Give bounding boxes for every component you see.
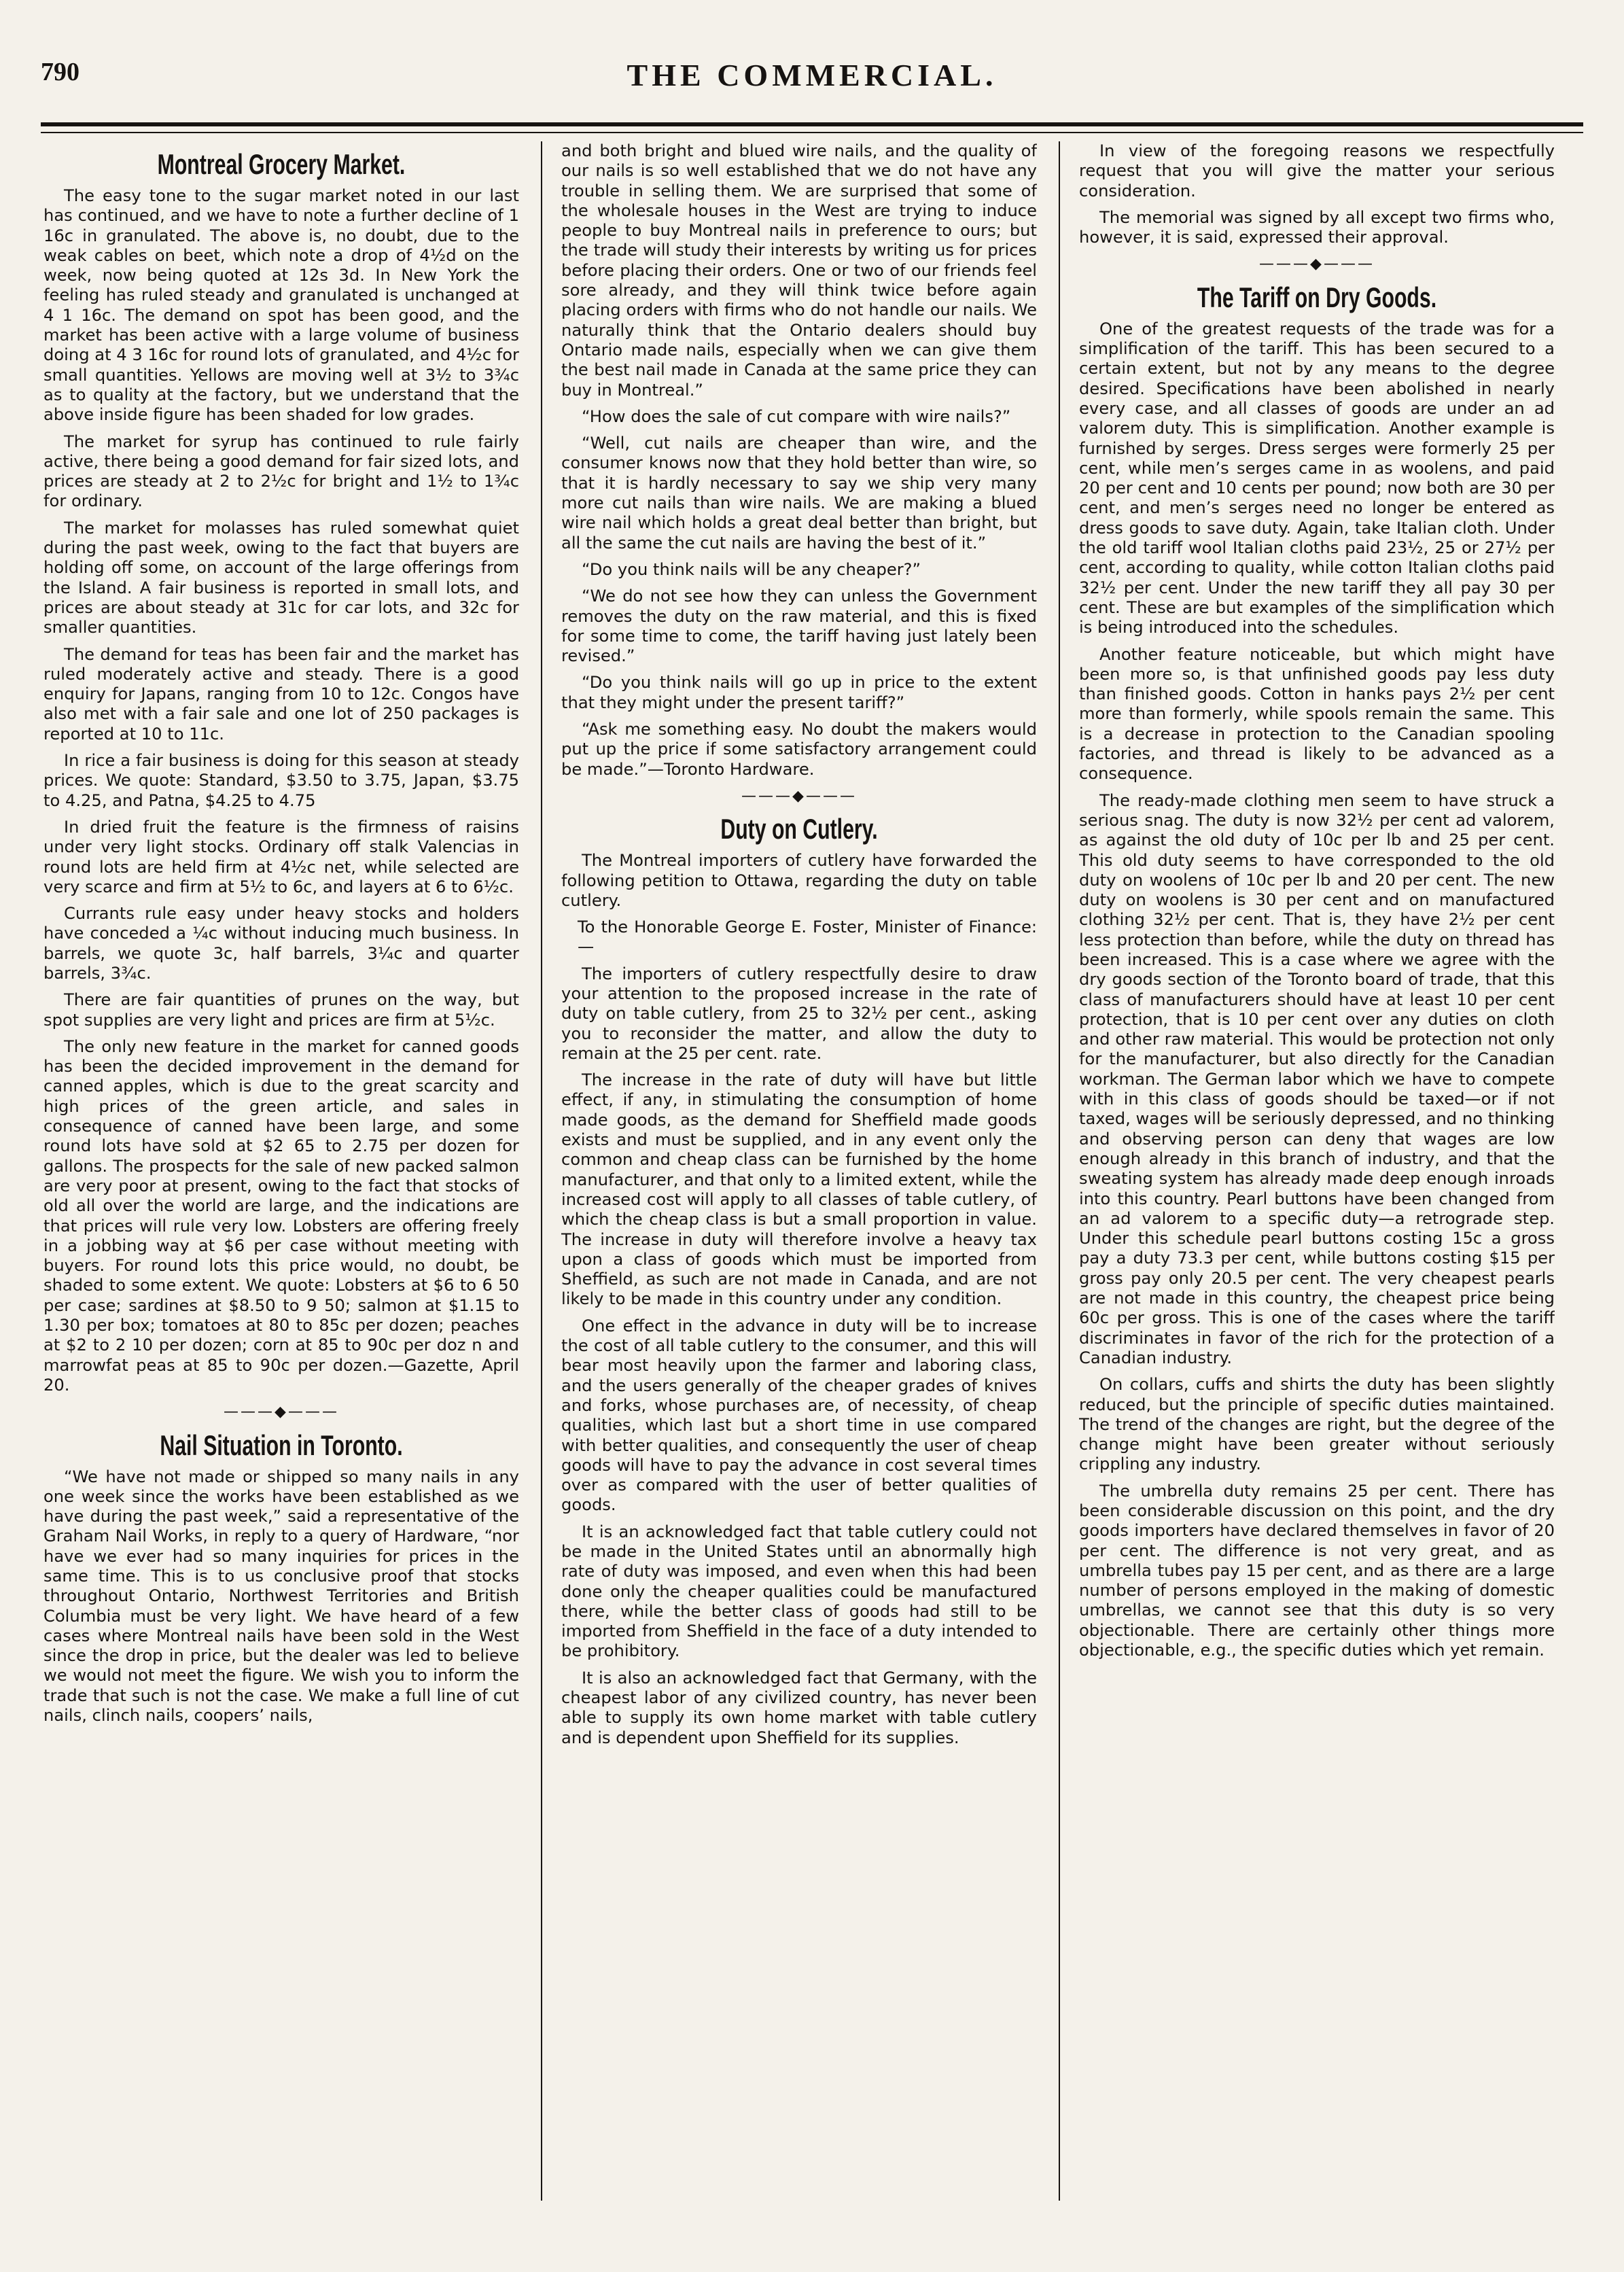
article-paragraph: In view of the foregoing reasons we respectfully request that you will give the matter your serious consideration. xyxy=(1079,141,1555,200)
article-nail-situation-continued xyxy=(561,141,1037,780)
header-rule-thin xyxy=(41,132,1583,133)
article-nail-situation xyxy=(43,1429,519,1726)
article-paragraph: The market for molasses has ruled somewhat quiet during the past week, owing to the fact that buyers are holding off some, on account of the large offerings from the Island. A fair business is reported in small lots, and prices are about steady at 31c for car lots, and 32c for smaller quantities. xyxy=(43,518,519,637)
article-paragraph: “Ask me something easy. No doubt the makers would put up the price if some satisfactory arrangement could be made.”—Toronto Hardware. xyxy=(561,720,1037,779)
article-paragraph: “Do you think nails will go up in price to the extent that they might under the present tariff?” xyxy=(561,673,1037,712)
article-paragraph: It is an acknowledged fact that table cutlery could not be made in the United States until an abnormally high rate of duty was imposed, and even when this had been done only the cheaper qualities could be manufactured there, while the better class of goods had still to be imported from Sheffield in the face of a duty intended to be prohibitory. xyxy=(561,1522,1037,1661)
article-paragraph: “How does the sale of cut compare with wire nails?” xyxy=(582,406,1011,426)
article-duty-on-cutlery xyxy=(561,813,1037,1748)
column-separator xyxy=(1059,141,1060,2201)
article-paragraph: It is also an acknowledged fact that Germany, with the cheapest labor of any civilized country, has never been able to supply its own home market with table cutlery and is dependent upon Sheffield for its supplies. xyxy=(561,1668,1037,1747)
section-divider: ———◆——— xyxy=(1259,256,1375,273)
article-paragraph: There are fair quantities of prunes on the way, but spot supplies are very light and prices are firm at 5½c. xyxy=(43,990,519,1030)
header-rule-thick xyxy=(41,122,1583,126)
article-paragraph: The only new feature in the market for canned goods has been the decided improvement in the demand for canned apples, which is due to the great scarcity and high prices of the green article, and sales in consequence of canned have been large, and some round lots have sold at $2 65 to 2.75 per dozen for gallons. The prospects for the sale of new packed salmon are very poor at present, owing to the fact that stocks of old all over the world are large, and the indications are that prices will rule very low. Lobsters are offering freely in a jobbing way at $6 per case without meeting with buyers. For round lots this price would, no doubt, be shaded to some extent. We quote: Lobsters at $6 to 6 50 per case; sardines at $8.50 to 9 50; salmon at $1.15 to 1.30 per box; tomatoes at 80 to 85c per dozen; peaches at $2 to 2 10 per dozen; corn at 85 to 90c per doz n and marrowfat peas at 85 to 90c per dozen.—Gazette, April 20. xyxy=(43,1036,519,1395)
column-2 xyxy=(561,141,1037,2228)
article-paragraph: The demand for teas has been fair and the market has ruled moderately active and steady. There is a good enquiry for Japans, ranging from 10 to 12c. Congos have also met with a fair sale and one lot of 250 packages is reported at 10 to 11c. xyxy=(43,644,519,744)
article-paragraph: The easy tone to the sugar market noted in our last has continued, and we have to note a further decline of 1 16c in granulated. The above is, no doubt, due to the weak cables on beet, which note a drop of 4½d on the week, now being quoted at 12s 3d. In New York the feeling has ruled steady and granulated is unchanged at 4 1 16c. The demand on spot has been good, and the market has been active with a large volume of business doing at 4 3 16c for round lots of granulated, and 4½c for small quantities. Yellows are moving well at 3½ to 3¾c as to quality at the factory, but we understand that the above inside figure has been shaded for low grades. xyxy=(43,186,519,425)
article-paragraph: Currants rule easy under heavy stocks and holders have conceded a ¼c without inducing much business. In barrels, we quote 3c, half barrels, 3¼c and quarter barrels, 3¾c. xyxy=(43,904,519,983)
article-paragraph: The market for syrup has continued to rule fairly active, there being a good demand for fair sized lots, and prices are steady at 2 to 2½c for bright and 1½ to 1¾c for ordinary. xyxy=(43,432,519,511)
column-separator xyxy=(541,141,542,2201)
article-paragraph: The increase in the rate of duty will have but little effect, if any, in stimulating the consumption of home made goods, as the demand for Sheffield made goods exists and must be supplied, and in any event only the common and cheap class can be furnished by the home manufacturer, and that only to a limited extent, while the increased cost will apply to all classes of table cutlery, of which the cheap class is but a small proportion in value. The increase in duty will therefore involve a heavy tax upon a class of goods which must be imported from Sheffield, as such are not made in Canada, and are not likely to be made in this country under any condition. xyxy=(561,1070,1037,1309)
article-title: Nail Situation in Toronto. xyxy=(160,1429,403,1461)
article-tariff-dry-goods xyxy=(1079,281,1555,1661)
article-paragraph: “We have not made or shipped so many nails in any one week since the works have been established as we have during the past week,” said a representative of the Graham Nail Works, in reply to a query of Hardware, “nor have we ever had so many inquiries for prices in the same time. This is to us conclusive proof that stocks throughout Ontario, Northwest Territories and British Columbia must be very light. We have heard of a few cases where Montreal nails have been sold in the West since the drop in price, but the dealer was led to believe we would not meet the figure. We wish you to inform the trade that such is not the case. We make a full line of cut nails, clinch nails, coopers’ nails, xyxy=(43,1467,519,1726)
article-montreal-grocery xyxy=(43,148,519,1395)
article-paragraph: and both bright and blued wire nails, and the quality of our nails is so well established that we do not have any trouble in selling them. We are surprised that some of the wholesale houses in the West are trying to induce people to buy Montreal nails in preference to ours; but the trade will study their interests by writing us for prices before placing their orders. One or two of our friends feel sore already, and they will think twice before again placing orders with firms who do not handle our nails. We naturally think that the Ontario dealers should buy Ontario made nails, especially when we can give them the best nail made in Canada at the same price they can buy in Montreal.” xyxy=(561,141,1037,400)
column-3 xyxy=(1079,141,1555,2228)
petition-address: To the Honorable George E. Foster, Minister of Finance:— xyxy=(578,917,1037,957)
article-paragraph: In dried fruit the feature is the firmness of raisins under very light stocks. Ordinary off stalk Valencias in round lots are held firm at 4½c net, while selected are very scarce and firm at 5½ to 6c, and layers at 6 to 6½c. xyxy=(43,817,519,896)
article-paragraph: “Do you think nails will be any cheaper?” xyxy=(582,559,921,579)
article-paragraph: “Well, cut nails are cheaper than wire, and the consumer knows now that they hold better than wire, so that it is hardly necessary to say we ship very many more cut nails than wire nails. We are making a blued wire nail which holds a great deal better than bright, but all the same the cut nails are having the best of it.” xyxy=(561,434,1037,553)
page-header xyxy=(41,57,1583,105)
masthead: THE COMMERCIAL. xyxy=(626,58,998,92)
article-paragraph: One effect in the advance in duty will be to increase the cost of all table cutlery to the consumer, and this will bear most heavily upon the farmer and laboring class, and the users generally of the cheaper grades of knives and forks, whose purchases are, of necessity, of cheap qualities, which last but a short time in use compared with better qualities, and consequently the user of cheap goods will have to pay the advance in cost several times over as compared with the user of better qualities of goods. xyxy=(561,1316,1037,1515)
article-duty-on-cutlery-continued xyxy=(1079,141,1555,247)
article-paragraph: The Montreal importers of cutlery have forwarded the following petition to Ottawa, regarding the duty on table cutlery. xyxy=(561,851,1037,910)
article-paragraph: The umbrella duty remains 25 per cent. There has been considerable discussion on this point, and the dry goods importers have declared themselves in favor of 20 per cent. The difference is not very great, and as umbrella tubes pay 15 per cent, and as there are a large number of persons employed in the making of domestic umbrellas, we cannot see that this duty is so very objectionable. There are certainly other things more objectionable, e.g., the specific duties which yet remain. xyxy=(1079,1481,1555,1660)
article-title: Duty on Cutlery. xyxy=(720,813,878,845)
article-paragraph: One of the greatest requests of the trade was for a simplification of the tariff. This has been secured to a certain extent, but not by any means to the degree desired. Specifications have been abolished in nearly every case, and all classes of goods are under an ad valorem duty. This is simplification. Another example is furnished by serges. Dress serges were formerly 25 per cent, while men’s serges came in as woolens, and paid 20 per cent and 10 cents per pound; now both are 30 per cent, and men’s serges need no longer be entered as dress goods to save duty. Again, take Italian cloth. Under the old tariff wool Italian cloths paid 23½, 25 or 27½ per cent, according to quality, while cotton Italian cloths paid 32½ per cent. Under the new tariff they all pay 30 per cent. These are but examples of the simplification which is being introduced into the schedules. xyxy=(1079,319,1555,637)
article-paragraph: In rice a fair business is doing for this season at steady prices. We quote: Standard, $3.50 to 3.75, Japan, $3.75 to 4.25, and Patna, $4.25 to 4.75 xyxy=(43,751,519,810)
article-paragraph: Another feature noticeable, but which might have been more so, is that unfinished goods pay less duty than finished goods. Cotton in hanks pays 2½ per cent more than formerly, while spools remain the same. This is a decrease in protection to the Canadian spooling factories, and thread is likely to be advanced as a consequence. xyxy=(1079,644,1555,784)
section-divider: ———◆——— xyxy=(741,787,857,805)
section-divider: ———◆——— xyxy=(224,1403,339,1421)
article-title: Montreal Grocery Market. xyxy=(157,148,406,180)
article-paragraph: The memorial was signed by all except two firms who, however, it is said, expressed their approval. xyxy=(1079,207,1555,247)
column-1 xyxy=(43,141,519,2228)
article-paragraph: The importers of cutlery respectfully desire to draw your attention to the proposed increase in the rate of duty on table cutlery, from 25 to 32½ per cent., asking you to reconsider the matter, and allow the duty to remain at the 25 per cent. rate. xyxy=(561,964,1037,1063)
page-number: 790 xyxy=(41,58,80,86)
article-paragraph: On collars, cuffs and shirts the duty has been slightly reduced, but the principle of specific duties maintained. The trend of the changes are right, but the degree of the change might have been greater without seriously crippling any industry. xyxy=(1079,1375,1555,1474)
article-paragraph: The ready-made clothing men seem to have struck a serious snag. The duty is now 32½ per cent ad valorem, as against the old duty of 10c per lb and 25 per cent. This old duty seems to have corresponded to the old duty on woolens of 10c per lb and 20 per cent. The new duty on woolens is 30 per cent and on manufactured clothing 32½ per cent. That is, they have 2½ per cent less protection than before, while the duty on thread has been increased. This is a case where we agree with the dry goods section of the Toronto board of trade, that this class of manufacturers should have at least 10 per cent protection, that is 10 per cent over any duties on cloth and other raw material. This would be protection not only for the manufacturer, but also directly for the Canadian workman. The German labor which we have to compete with in this class of goods should be taxed—or if not taxed, wages will be seriously depressed, and no thinking and observing person can deny that wages are low enough already in this branch of industry, and that the sweating system has already made deep enough inroads into this country. Pearl buttons have been changed from an ad valorem to a specific duty—a retrograde step. Under this schedule pearl buttons costing 15c a gross pay a duty 73.3 per cent, while buttons costing $15 per gross pay only 20.5 per cent. The very cheapest pearls are not made in this country, the cheapest price being 60c per gross. This is one of the cases where the tariff discriminates in favor of the rich for the protection of a Canadian industry. xyxy=(1079,790,1555,1367)
article-title: The Tariff on Dry Goods. xyxy=(1197,281,1437,313)
article-paragraph: “We do not see how they can unless the Government removes the duty on the raw material, and this is fixed for some time to come, the tariff having just lately been revised.” xyxy=(561,587,1037,666)
